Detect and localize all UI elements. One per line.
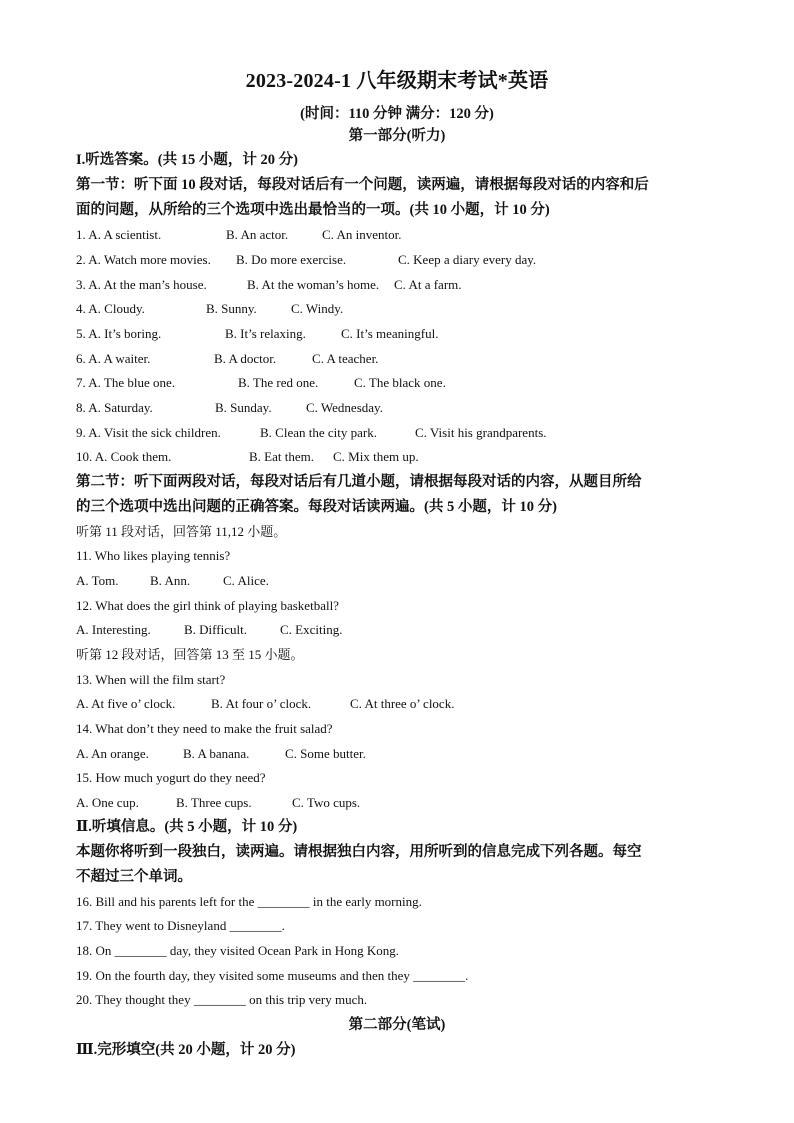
option-c: C. It’s meaningful.: [341, 326, 439, 341]
section1-intro-line2: 面的问题，从所给的三个选项中选出最恰当的一项。(共 10 小题，计 10 分): [76, 202, 550, 218]
section1-title: I.听选答案。(共 15 小题，计 20 分): [76, 152, 298, 168]
section2-intro-line1: 第二节：听下面两段对话，每段对话后有几道小题，请根据每段对话的内容，从题目所给: [76, 474, 642, 490]
option-a: 5. A. It’s boring.: [76, 326, 162, 341]
exam-time-score: (时间：110 分钟 满分：120 分): [300, 106, 494, 122]
option-b: B. Ann.: [150, 573, 191, 588]
option-c: C. Exciting.: [280, 622, 343, 637]
option-b: B. A doctor.: [214, 351, 277, 366]
option-a: 7. A. The blue one.: [76, 375, 176, 390]
question-19: 19. On the fourth day, they visited some museums and then they ________.: [76, 968, 469, 983]
option-c: C. Visit his grandparents.: [415, 425, 547, 440]
question-16: 16. Bill and his parents left for the ________ in the early morning.: [76, 894, 422, 909]
option-b: B. Clean the city park.: [260, 425, 377, 440]
option-c: C. At three o’ clock.: [350, 696, 455, 711]
option-a: 9. A. Visit the sick children.: [76, 425, 221, 440]
dialog-12-note: 听第 12 段对话，回答第 13 至 15 小题。: [76, 647, 304, 662]
option-c: C. Mix them up.: [333, 449, 419, 464]
option-c: C. At a farm.: [394, 277, 462, 292]
option-b: B. The red one.: [238, 375, 319, 390]
option-b: B. An actor.: [226, 227, 289, 242]
section3-intro-line1: 本题你将听到一段独白，读两遍。请根据独白内容，用所听到的信息完成下列各题。每空: [76, 844, 642, 860]
option-b: B. It’s relaxing.: [225, 326, 306, 341]
option-a: 3. A. At the man’s house.: [76, 277, 207, 292]
option-a: A. At five o’ clock.: [76, 696, 176, 711]
section2-intro-line2: 的三个选项中选出问题的正确答案。每段对话读两遍。(共 5 小题，计 10 分): [76, 499, 557, 515]
question-20: 20. They thought they ________ on this trip very much.: [76, 992, 368, 1007]
part2-heading: 第二部分(笔试): [348, 1017, 446, 1033]
option-a: A. Tom.: [76, 573, 119, 588]
section3-intro-line2: 不超过三个单词。: [76, 869, 192, 885]
question-17: 17. They went to Disneyland ________.: [76, 918, 285, 933]
question-15: 15. How much yogurt do they need?: [76, 770, 266, 785]
option-a: A. An orange.: [76, 746, 149, 761]
option-b: B. A banana.: [183, 746, 250, 761]
option-c: C. Wednesday.: [306, 400, 383, 415]
option-b: B. Eat them.: [249, 449, 314, 464]
option-a: 10. A. Cook them.: [76, 449, 172, 464]
option-b: B. Sunday.: [215, 400, 272, 415]
option-b: B. Sunny.: [206, 301, 257, 316]
question-18: 18. On ________ day, they visited Ocean Park in Hong Kong.: [76, 943, 400, 958]
option-c: C. Windy.: [291, 301, 344, 316]
option-c: C. Some butter.: [285, 746, 366, 761]
question-14: 14. What don’t they need to make the fruit salad?: [76, 721, 333, 736]
option-a: 2. A. Watch more movies.: [76, 252, 211, 267]
option-c: C. The black one.: [354, 375, 446, 390]
exam-title: 2023-2024-1 八年级期末考试*英语: [245, 70, 549, 92]
option-a: A. Interesting.: [76, 622, 151, 637]
dialog-11-note: 听第 11 段对话，回答第 11,12 小题。: [76, 524, 287, 539]
option-b: B. Difficult.: [184, 622, 247, 637]
question-12: 12. What does the girl think of playing basketball?: [76, 598, 339, 613]
option-a: 8. A. Saturday.: [76, 400, 153, 415]
option-c: C. A teacher.: [312, 351, 379, 366]
option-c: C. Alice.: [223, 573, 269, 588]
option-a: 4. A. Cloudy.: [76, 301, 145, 316]
option-a: 6. A. A waiter.: [76, 351, 151, 366]
question-13: 13. When will the film start?: [76, 672, 226, 687]
part1-heading: 第一部分(听力): [348, 128, 446, 144]
option-a: 1. A. A scientist.: [76, 227, 162, 242]
question-11: 11. Who likes playing tennis?: [76, 548, 231, 563]
section3-title: Ⅱ.听填信息。(共 5 小题，计 10 分): [76, 819, 298, 835]
option-c: C. Keep a diary every day.: [398, 252, 537, 267]
option-c: C. An inventor.: [322, 227, 402, 242]
option-b: B. At the woman’s home.: [247, 277, 380, 292]
option-a: A. One cup.: [76, 795, 139, 810]
cloze-section-title: Ⅲ.完形填空(共 20 小题，计 20 分): [76, 1042, 296, 1058]
option-b: B. At four o’ clock.: [211, 696, 312, 711]
option-c: C. Two cups.: [292, 795, 361, 810]
option-b: B. Do more exercise.: [236, 252, 347, 267]
section1-intro-line1: 第一节：听下面 10 段对话，每段对话后有一个问题，读两遍，请根据每段对话的内容和后: [76, 177, 649, 193]
option-b: B. Three cups.: [176, 795, 252, 810]
